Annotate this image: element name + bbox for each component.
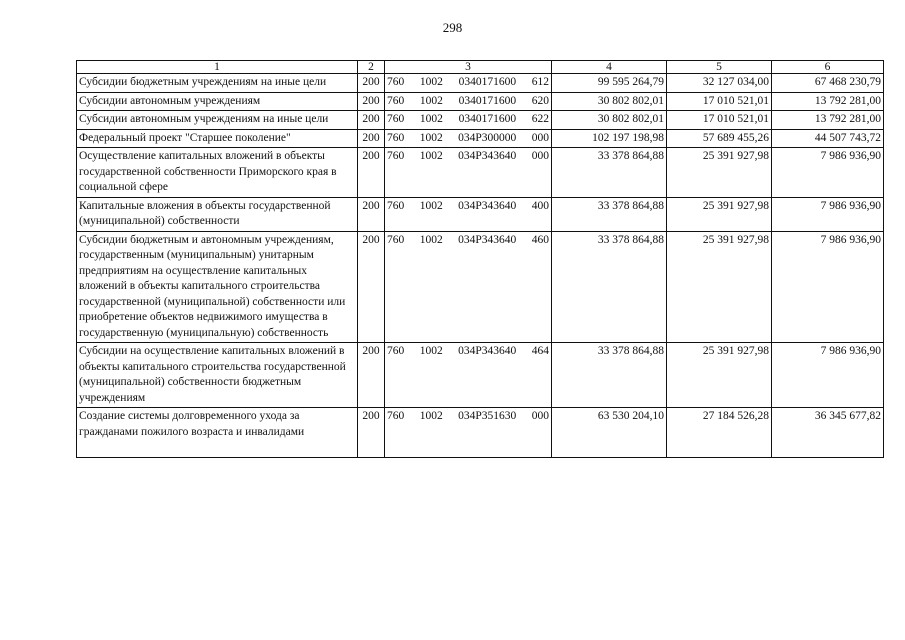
row-col-2: 200 <box>358 343 385 408</box>
section-code: 1002 <box>419 199 443 212</box>
row-codes <box>385 74 552 93</box>
header-col-2: 2 <box>358 61 385 74</box>
target-article-code: 0340171600 <box>458 94 517 107</box>
row-col-2: 200 <box>358 408 385 458</box>
row-name: Субсидии бюджетным и автономным учреждениям, государственным (муниципальным) унитарным предприятиям на осуществление капитальных вложений в объекты капитального строительства государственной (муниципальной) собственности или приобретение объектов недвижимого имущества в государственную (муниципальную) собственность <box>77 231 358 343</box>
classification-codes <box>387 94 549 110</box>
header-col-1: 1 <box>77 61 358 74</box>
ministry-code: 760 <box>387 410 405 422</box>
row-col-2: 200 <box>358 148 385 198</box>
section-code: 1002 <box>419 94 443 107</box>
row-col-4: 30 802 802,01 <box>552 92 667 111</box>
header-col-6: 6 <box>772 61 884 74</box>
ministry-code: 760 <box>387 345 405 357</box>
row-col-2: 200 <box>358 231 385 343</box>
row-col-5: 32 127 034,00 <box>667 74 772 93</box>
row-col-2: 200 <box>358 197 385 231</box>
row-col-6: 7 986 936,90 <box>772 197 884 231</box>
row-name: Субсидии бюджетным учреждениям на иные цели <box>77 74 358 93</box>
row-codes <box>385 231 552 343</box>
row-col-6: 67 468 230,79 <box>772 74 884 93</box>
row-codes <box>385 197 552 231</box>
table-row <box>77 92 884 111</box>
expense-type-code: 000 <box>531 150 549 162</box>
classification-codes <box>387 199 549 215</box>
row-col-4: 33 378 864,88 <box>552 197 667 231</box>
expense-type-code: 464 <box>531 345 549 357</box>
table-row <box>77 408 884 458</box>
page-number: 298 <box>442 20 463 35</box>
section-code: 1002 <box>419 131 443 144</box>
table-row <box>77 231 884 343</box>
target-article-code: 034Р343640 <box>458 150 517 162</box>
row-name: Субсидии автономным учреждениям на иные цели <box>77 111 358 130</box>
row-col-5: 25 391 927,98 <box>667 148 772 198</box>
row-col-2: 200 <box>358 129 385 148</box>
expense-type-code: 622 <box>531 113 549 125</box>
row-col-4: 63 530 204,10 <box>552 408 667 458</box>
target-article-code: 034Р351630 <box>458 410 517 422</box>
classification-codes <box>387 409 549 425</box>
row-col-5: 25 391 927,98 <box>667 231 772 343</box>
row-col-5: 25 391 927,98 <box>667 343 772 408</box>
header-col-3: 3 <box>385 61 552 74</box>
classification-codes <box>387 233 549 249</box>
row-col-4: 99 595 264,79 <box>552 74 667 93</box>
row-col-5: 17 010 521,01 <box>667 111 772 130</box>
row-codes <box>385 148 552 198</box>
row-col-5: 25 391 927,98 <box>667 197 772 231</box>
section-code: 1002 <box>419 345 443 357</box>
row-name: Субсидии автономным учреждениям <box>77 92 358 111</box>
row-col-5: 57 689 455,26 <box>667 129 772 148</box>
table-row <box>77 148 884 198</box>
table-row <box>77 129 884 148</box>
classification-codes <box>387 131 549 147</box>
expense-type-code: 000 <box>531 410 549 422</box>
row-codes <box>385 408 552 458</box>
row-col-6: 13 792 281,00 <box>772 111 884 130</box>
target-article-code: 0340171600 <box>458 76 517 88</box>
section-code: 1002 <box>419 410 443 422</box>
budget-table <box>76 60 884 458</box>
section-code: 1002 <box>419 113 443 125</box>
classification-codes <box>387 112 549 128</box>
expense-type-code: 000 <box>531 131 549 144</box>
ministry-code: 760 <box>387 233 405 246</box>
row-name: Капитальные вложения в объекты государственной (муниципальной) собственности <box>77 197 358 231</box>
classification-codes <box>387 149 549 165</box>
ministry-code: 760 <box>387 113 405 125</box>
row-col-4: 33 378 864,88 <box>552 148 667 198</box>
expense-type-code: 460 <box>531 233 549 246</box>
row-col-6: 7 986 936,90 <box>772 231 884 343</box>
target-article-code: 0340171600 <box>458 113 517 125</box>
table-row <box>77 74 884 93</box>
row-col-4: 30 802 802,01 <box>552 111 667 130</box>
expense-type-code: 400 <box>531 199 549 212</box>
ministry-code: 760 <box>387 199 405 212</box>
table-header-row <box>77 61 884 74</box>
row-name: Создание системы долговременного ухода за гражданами пожилого возраста и инвалидами <box>77 408 358 458</box>
target-article-code: 034Р300000 <box>458 131 517 144</box>
row-col-4: 33 378 864,88 <box>552 231 667 343</box>
row-col-2: 200 <box>358 92 385 111</box>
row-col-6: 7 986 936,90 <box>772 343 884 408</box>
header-col-5: 5 <box>667 61 772 74</box>
ministry-code: 760 <box>387 150 405 162</box>
section-code: 1002 <box>419 150 443 162</box>
target-article-code: 034Р343640 <box>458 199 517 212</box>
classification-codes <box>387 344 549 360</box>
expense-type-code: 620 <box>531 94 549 107</box>
classification-codes <box>387 75 549 91</box>
row-col-5: 27 184 526,28 <box>667 408 772 458</box>
row-col-2: 200 <box>358 74 385 93</box>
row-codes <box>385 111 552 130</box>
row-col-6: 36 345 677,82 <box>772 408 884 458</box>
row-codes <box>385 343 552 408</box>
expense-type-code: 612 <box>531 76 549 88</box>
section-code: 1002 <box>419 233 443 246</box>
row-col-4: 33 378 864,88 <box>552 343 667 408</box>
section-code: 1002 <box>419 76 443 88</box>
row-codes <box>385 92 552 111</box>
row-col-4: 102 197 198,98 <box>552 129 667 148</box>
ministry-code: 760 <box>387 94 405 107</box>
table-row <box>77 197 884 231</box>
table-row <box>77 111 884 130</box>
row-codes <box>385 129 552 148</box>
ministry-code: 760 <box>387 76 405 88</box>
row-col-6: 13 792 281,00 <box>772 92 884 111</box>
row-col-6: 7 986 936,90 <box>772 148 884 198</box>
header-col-4: 4 <box>552 61 667 74</box>
row-col-6: 44 507 743,72 <box>772 129 884 148</box>
row-name: Осуществление капитальных вложений в объекты государственной собственности Приморского края в социальной сфере <box>77 148 358 198</box>
row-col-2: 200 <box>358 111 385 130</box>
row-col-5: 17 010 521,01 <box>667 92 772 111</box>
row-name: Субсидии на осуществление капитальных вложений в объекты капитального строительства государственной (муниципальной) собственности бюджетным учреждениям <box>77 343 358 408</box>
table-row <box>77 343 884 408</box>
row-name: Федеральный проект "Старшее поколение" <box>77 129 358 148</box>
ministry-code: 760 <box>387 131 405 144</box>
target-article-code: 034Р343640 <box>458 345 517 357</box>
target-article-code: 034Р343640 <box>458 233 517 246</box>
